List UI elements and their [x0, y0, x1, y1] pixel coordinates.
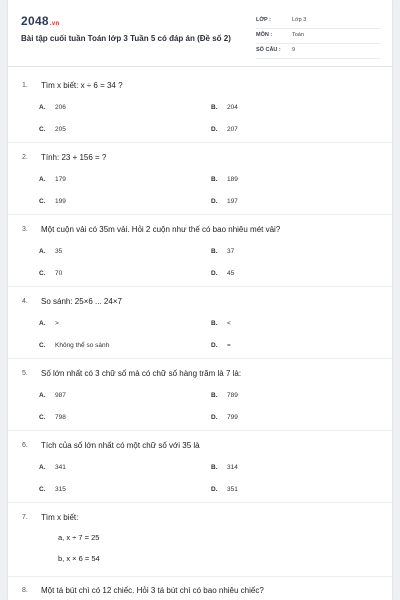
- option-letter: D.: [211, 126, 218, 133]
- question-text: Tích của số lớn nhất có một chữ số với 35 là: [41, 441, 200, 450]
- question-part-a: a, x ÷ 7 = 25: [58, 533, 100, 542]
- question-number: 4.: [22, 298, 28, 305]
- option-letter: D.: [211, 270, 218, 277]
- option-letter: A.: [39, 320, 46, 327]
- question-text: Tìm x biết:: [41, 513, 79, 522]
- question-text: Số lớn nhất có 3 chữ số mà có chữ số hàng trăm là 7 là:: [41, 369, 242, 378]
- option-text: 206: [55, 104, 66, 111]
- option-letter: D.: [211, 486, 218, 493]
- option-letter: C.: [39, 414, 46, 421]
- option-text: 189: [227, 176, 238, 183]
- logo-suffix: .vn: [49, 21, 60, 27]
- option-b[interactable]: [211, 392, 238, 399]
- option-text: 351: [227, 486, 238, 493]
- option-d[interactable]: [211, 486, 238, 493]
- option-text: 341: [55, 464, 66, 471]
- meta-value: Toán: [292, 32, 304, 38]
- option-text: 314: [227, 464, 238, 471]
- option-letter: B.: [211, 464, 218, 471]
- option-c[interactable]: [39, 126, 66, 133]
- option-d[interactable]: [211, 126, 238, 133]
- option-letter: A.: [39, 392, 46, 399]
- option-letter: D.: [211, 414, 218, 421]
- option-c[interactable]: [39, 198, 66, 205]
- meta-row-count: [256, 44, 380, 59]
- option-d[interactable]: [211, 342, 231, 349]
- question-divider: [8, 286, 392, 287]
- option-text: 799: [227, 414, 238, 421]
- option-d[interactable]: [211, 198, 238, 205]
- question-number: 2.: [22, 154, 28, 161]
- option-letter: B.: [211, 248, 218, 255]
- option-text: 987: [55, 392, 66, 399]
- question-divider: [8, 358, 392, 359]
- meta-key: MÔN :: [256, 32, 273, 38]
- option-b[interactable]: [211, 320, 231, 327]
- option-text: 179: [55, 176, 66, 183]
- option-a[interactable]: [39, 320, 59, 327]
- site-logo[interactable]: [21, 14, 59, 28]
- option-text: >: [55, 320, 59, 327]
- option-c[interactable]: [39, 342, 109, 349]
- option-text: 45: [227, 270, 235, 277]
- option-c[interactable]: [39, 270, 62, 277]
- question-text: Một tá bút chì có 12 chiếc. Hỏi 3 tá bút chì có bao nhiêu chiếc?: [41, 586, 264, 595]
- option-letter: A.: [39, 464, 46, 471]
- option-text: 798: [55, 414, 66, 421]
- option-letter: C.: [39, 126, 46, 133]
- meta-key: LỚP :: [256, 17, 271, 23]
- meta-value: Lớp 3: [292, 17, 307, 23]
- option-letter: C.: [39, 270, 46, 277]
- option-letter: C.: [39, 486, 46, 493]
- option-letter: B.: [211, 104, 218, 111]
- logo-main: 2048: [21, 14, 49, 28]
- option-text: 789: [227, 392, 238, 399]
- option-letter: B.: [211, 392, 218, 399]
- option-d[interactable]: [211, 414, 238, 421]
- option-b[interactable]: [211, 248, 234, 255]
- option-c[interactable]: [39, 486, 66, 493]
- question-number: 6.: [22, 442, 28, 449]
- option-b[interactable]: [211, 104, 238, 111]
- option-b[interactable]: [211, 176, 238, 183]
- question-number: 7.: [22, 514, 28, 521]
- option-letter: A.: [39, 104, 46, 111]
- question-part-b: b, x × 6 = 54: [58, 554, 100, 563]
- option-letter: C.: [39, 198, 46, 205]
- meta-value: 9: [292, 47, 296, 53]
- question-number: 8.: [22, 587, 28, 594]
- question-divider: [8, 214, 392, 215]
- worksheet-page: [8, 0, 392, 600]
- page-title: Bài tập cuối tuần Toán lớp 3 Tuần 5 có đáp án (Đề số 2): [21, 34, 231, 43]
- question-divider: [8, 142, 392, 143]
- option-letter: C.: [39, 342, 46, 349]
- question-text: Tìm x biết: x ÷ 6 = 34 ?: [41, 81, 123, 90]
- option-letter: B.: [211, 320, 218, 327]
- option-a[interactable]: [39, 464, 66, 471]
- option-text: =: [227, 342, 231, 349]
- question-number: 1.: [22, 82, 28, 89]
- option-text: 35: [55, 248, 63, 255]
- option-text: 37: [227, 248, 235, 255]
- option-b[interactable]: [211, 464, 238, 471]
- option-letter: B.: [211, 176, 218, 183]
- option-text: 197: [227, 198, 238, 205]
- option-text: 315: [55, 486, 66, 493]
- option-a[interactable]: [39, 104, 66, 111]
- worksheet-header: [8, 0, 392, 67]
- option-text: 199: [55, 198, 66, 205]
- question-number: 5.: [22, 370, 28, 377]
- question-divider: [8, 430, 392, 431]
- option-text: 207: [227, 126, 238, 133]
- option-c[interactable]: [39, 414, 66, 421]
- question-divider: [8, 502, 392, 503]
- question-divider: [8, 576, 392, 577]
- option-a[interactable]: [39, 248, 62, 255]
- meta-row-class: [256, 14, 380, 29]
- option-letter: D.: [211, 198, 218, 205]
- question-number: 3.: [22, 226, 28, 233]
- option-a[interactable]: [39, 176, 66, 183]
- option-text: 205: [55, 126, 66, 133]
- option-text: Không thể so sánh: [55, 342, 110, 349]
- option-letter: D.: [211, 342, 218, 349]
- question-text: So sánh: 25×6 ... 24×7: [41, 297, 122, 306]
- option-d[interactable]: [211, 270, 234, 277]
- question-text: Một cuộn vải có 35m vải. Hỏi 2 cuộn như thế có bao nhiêu mét vải?: [41, 225, 281, 234]
- option-text: 70: [55, 270, 63, 277]
- option-a[interactable]: [39, 392, 66, 399]
- meta-key: SỐ CÂU :: [256, 47, 281, 53]
- option-text: <: [227, 320, 231, 327]
- meta-row-subject: [256, 29, 380, 44]
- option-letter: A.: [39, 176, 46, 183]
- option-letter: A.: [39, 248, 46, 255]
- option-text: 204: [227, 104, 238, 111]
- question-text: Tính: 23 + 156 = ?: [41, 153, 107, 162]
